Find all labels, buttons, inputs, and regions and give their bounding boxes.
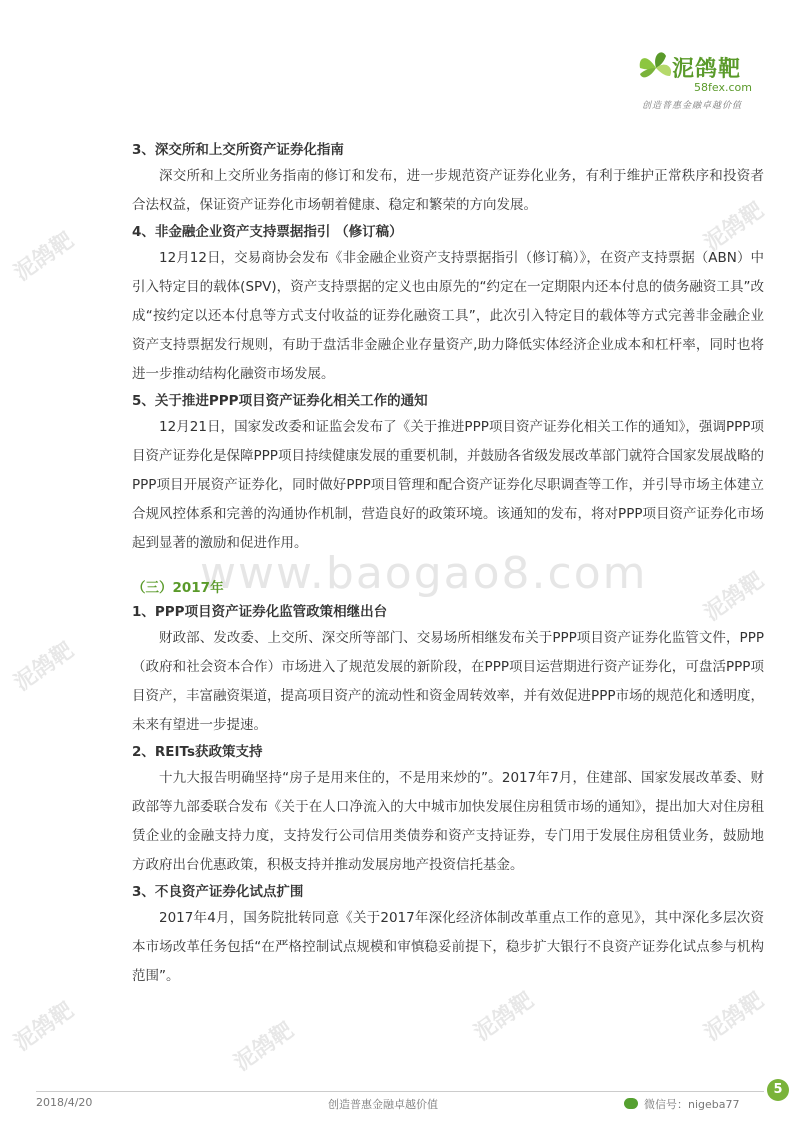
logo-url: 58fex.com (694, 81, 752, 94)
watermark-text: 泥鸽靶 (9, 997, 79, 1057)
wechat-id: 微信号：nigeba77 (644, 1098, 740, 1111)
watermark-text: 泥鸽靶 (469, 987, 539, 1047)
page-number: 5 (767, 1079, 789, 1101)
section-heading: 1、PPP项目资产证券化监管政策相继出台 (132, 604, 388, 620)
footer-divider (36, 1091, 764, 1092)
watermark-text: 泥鸽靶 (229, 1017, 299, 1077)
watermark-text: 泥鸽靶 (699, 197, 769, 257)
chapter-heading-2017: （三）2017年 (132, 580, 224, 596)
brand-logo (636, 44, 768, 120)
flower-logo-icon (636, 48, 676, 88)
paragraph: 12月21日，国家发改委和证监会发布了《关于推进PPP项目资产证券化相关工作的通知》，强调PPP项目资产证券化是保障PPP项目持续健康发展的重要机制，并鼓励各省级发展改革部门就符合国家发展战略的PPP项目开展资产证券化，同时做好PPP项目管理和配合资产证券化尽职调查等工作，并引导市场主体建立合规风控体系和完善的沟通协作机制，营造良好的政策环境。该通知的发布，将对PPP项目资产证券化市场起到显著的激励和促进作用。 (132, 419, 764, 551)
logo-name: 泥鸽靶 (672, 57, 742, 82)
paragraph: 财政部、发改委、上交所、深交所等部门、交易场所相继发布关于PPP项目资产证券化监管文件，PPP（政府和社会资本合作）市场进入了规范发展的新阶段，在PPP项目运营期进行资产证券化，可盘活PPP项目资产，丰富融资渠道，提高项目资产的流动性和资金周转效率，并有效促进PPP市场的规范化和透明度，未来有望进一步提速。 (132, 630, 764, 733)
footer-date: 2018/4/20 (36, 1096, 93, 1109)
watermark-text: 泥鸽靶 (699, 567, 769, 627)
paragraph: 2017年4月，国务院批转同意《关于2017年深化经济体制改革重点工作的意见》，其中深化多层次资本市场改革任务包括“在严格控制试点规模和审慎稳妥前提下，稳步扩大银行不良资产证券化试点参与机构范围”。 (132, 910, 764, 984)
logo-slogan: 创造普惠金融卓越价值 (642, 101, 743, 111)
paragraph: 深交所和上交所业务指南的修订和发布，进一步规范资产证券化业务，有利于维护正常秩序和投资者合法权益，保证资产证券化市场朝着健康、稳定和繁荣的方向发展。 (132, 168, 764, 213)
section-heading: 4、非金融企业资产支持票据指引 （修订稿） (132, 224, 403, 240)
section-heading: 3、深交所和上交所资产证券化指南 (132, 142, 344, 158)
footer-wechat (624, 1096, 740, 1112)
watermark-text: 泥鸽靶 (9, 227, 79, 287)
section-heading: 2、REITs获政策支持 (132, 744, 263, 760)
wechat-icon (624, 1098, 638, 1109)
watermark-text: 泥鸽靶 (9, 637, 79, 697)
document-body (132, 138, 764, 991)
section-heading: 3、不良资产证券化试点扩围 (132, 884, 304, 900)
paragraph: 12月12日，交易商协会发布《非金融企业资产支持票据指引（修订稿）》，在资产支持票据（ABN）中引入特定目的载体(SPV)，资产支持票据的定义也由原先的“约定在一定期限内还本付息的债务融资工具”改成“按约定以还本付息等方式支付收益的证券化融资工具”，此次引入特定目的载体等方式完善非金融企业资产支持票据发行规则，有助于盘活非金融企业存量资产,助力降低实体经济企业成本和杠杆率，同时也将进一步推动结构化融资市场发展。 (132, 250, 764, 382)
section-heading: 5、关于推进PPP项目资产证券化相关工作的通知 (132, 393, 428, 409)
footer-slogan: 创造普惠金融卓越价值 (328, 1098, 438, 1111)
paragraph: 十九大报告明确坚持“房子是用来住的，不是用来炒的”。2017年7月，住建部、国家发展改革委、财政部等九部委联合发布《关于在人口净流入的大中城市加快发展住房租赁市场的通知》，提出加大对住房租赁企业的金融支持力度，支持发行公司信用类债券和资产支持证券，专门用于发展住房租赁业务，鼓励地方政府出台优惠政策，积极支持并推动发展房地产投资信托基金。 (132, 770, 764, 873)
watermark-url: www.baogao8.com (200, 548, 648, 599)
watermark-text: 泥鸽靶 (699, 987, 769, 1047)
